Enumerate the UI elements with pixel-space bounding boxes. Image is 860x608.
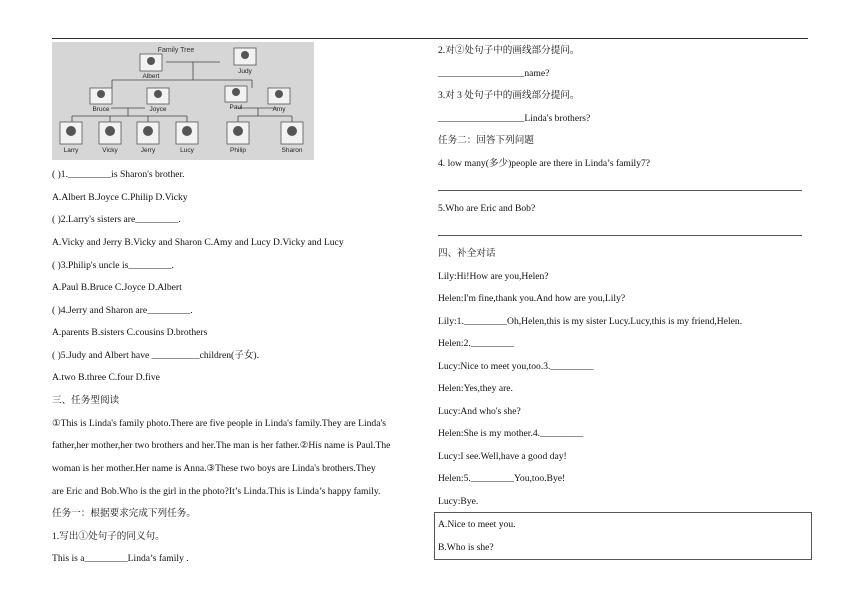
dialogue-line: Helen:Yes,they are. <box>438 383 513 394</box>
tree-name: Judy <box>238 68 252 75</box>
task-one-item-3-answer: __________________Linda's brothers? <box>438 113 591 124</box>
option-b: B.Who is she? <box>438 542 494 553</box>
tree-name: Bruce <box>92 106 110 113</box>
passage-line: ①This is Linda's family photo.There are five people in Linda's family.They are Linda's <box>52 418 386 429</box>
tree-name: Joyce <box>149 106 167 113</box>
question-2-options: A.Vicky and Jerry B.Vicky and Sharon C.Amy and Lucy D.Vicky and Lucy <box>52 237 344 248</box>
task-two-question-4: 4. low many(多少)people are there in Linda’s family7? <box>438 158 651 169</box>
passage-line: are Eric and Bob.Who is the girl in the photo?It’s Linda.This is Linda’s happy family. <box>52 486 381 497</box>
tree-name: Jerry <box>140 147 156 154</box>
dialogue-line: Helen:5._________You,too.Bye! <box>438 473 566 484</box>
dialogue-line: Helen:She is my mother.4._________ <box>438 428 584 439</box>
question-2: ( )2.Larry's sisters are_________. <box>52 214 181 225</box>
dialogue-line: Lily:Hi!How are you,Helen? <box>438 271 549 282</box>
question-3: ( )3.Philip's uncle is_________. <box>52 260 174 271</box>
dialogue-line: Helen:I'm fine,thank you.And how are you,Lily? <box>438 293 626 304</box>
tree-name: Philip <box>230 147 246 154</box>
tree-name: Amy <box>272 106 286 113</box>
question-3-options: A.Paul B.Bruce C.Joyce D.Albert <box>52 282 182 293</box>
section-heading-reading: 三、任务型阅读 <box>52 395 120 406</box>
passage-line: father,her mother,her two brothers and her.The man is her father.②His name is Paul.The <box>52 440 391 451</box>
option-a: A.Nice to meet you. <box>438 519 516 530</box>
tree-name: Paul <box>229 104 243 111</box>
question-5: ( )5.Judy and Albert have __________children(子女). <box>52 350 260 361</box>
dialogue-line: Lucy:And who's she? <box>438 406 521 417</box>
dialogue-line: Lily:1._________Oh,Helen,this is my sister Lucy.Lucy,this is my friend,Helen. <box>438 316 743 327</box>
header-rule <box>52 38 808 39</box>
tree-title: Family Tree <box>157 47 195 54</box>
question-1: ( )1._________is Sharon's brother. <box>52 169 185 180</box>
question-5-options: A.two B.three C.four D.five <box>52 372 160 383</box>
dialogue-line: Lucy:I see.Well,have a good day! <box>438 451 567 462</box>
task-two-heading: 任务二：回答下列问题 <box>438 135 534 146</box>
answer-line <box>438 190 802 191</box>
dialogue-line: Helen:2._________ <box>438 338 514 349</box>
family-tree-photo <box>52 42 314 160</box>
task-one-item-2-answer: __________________name? <box>438 68 550 79</box>
tree-name: Sharon <box>281 147 303 154</box>
tree-name: Vicky <box>102 147 118 154</box>
question-4: ( )4.Jerry and Sharon are_________. <box>52 305 193 316</box>
passage-line: woman is her mother.Her name is Anna.③These two boys are Linda's brothers.They <box>52 463 376 474</box>
task-one-item-3: 3.对 3 处句子中的画线部分提问。 <box>438 90 580 101</box>
question-1-options: A.Albert B.Joyce C.Philip D.Vicky <box>52 192 188 203</box>
task-one-item-1: 1.写出①处句子的同义句。 <box>52 531 165 542</box>
tree-name: Lucy <box>180 147 194 154</box>
tree-name: Albert <box>142 73 160 80</box>
task-one-item-2: 2.对②处句子中的画线部分提问。 <box>438 45 580 56</box>
task-one-heading: 任务一：根据要求完成下列任务。 <box>52 508 196 519</box>
dialogue-line: Lucy:Bye. <box>438 496 479 507</box>
section-heading-dialogue: 四、补全对话 <box>438 248 496 259</box>
task-one-item-1-answer: This is a_________Linda’s family . <box>52 553 189 564</box>
tree-name: Larry <box>63 147 79 154</box>
task-two-question-5: 5.Who are Eric and Bob? <box>438 203 536 214</box>
answer-line <box>438 235 802 236</box>
question-4-options: A.parents B.sisters C.cousins D.brothers <box>52 327 208 338</box>
dialogue-line: Lucy:Nice to meet you,too.3._________ <box>438 361 594 372</box>
